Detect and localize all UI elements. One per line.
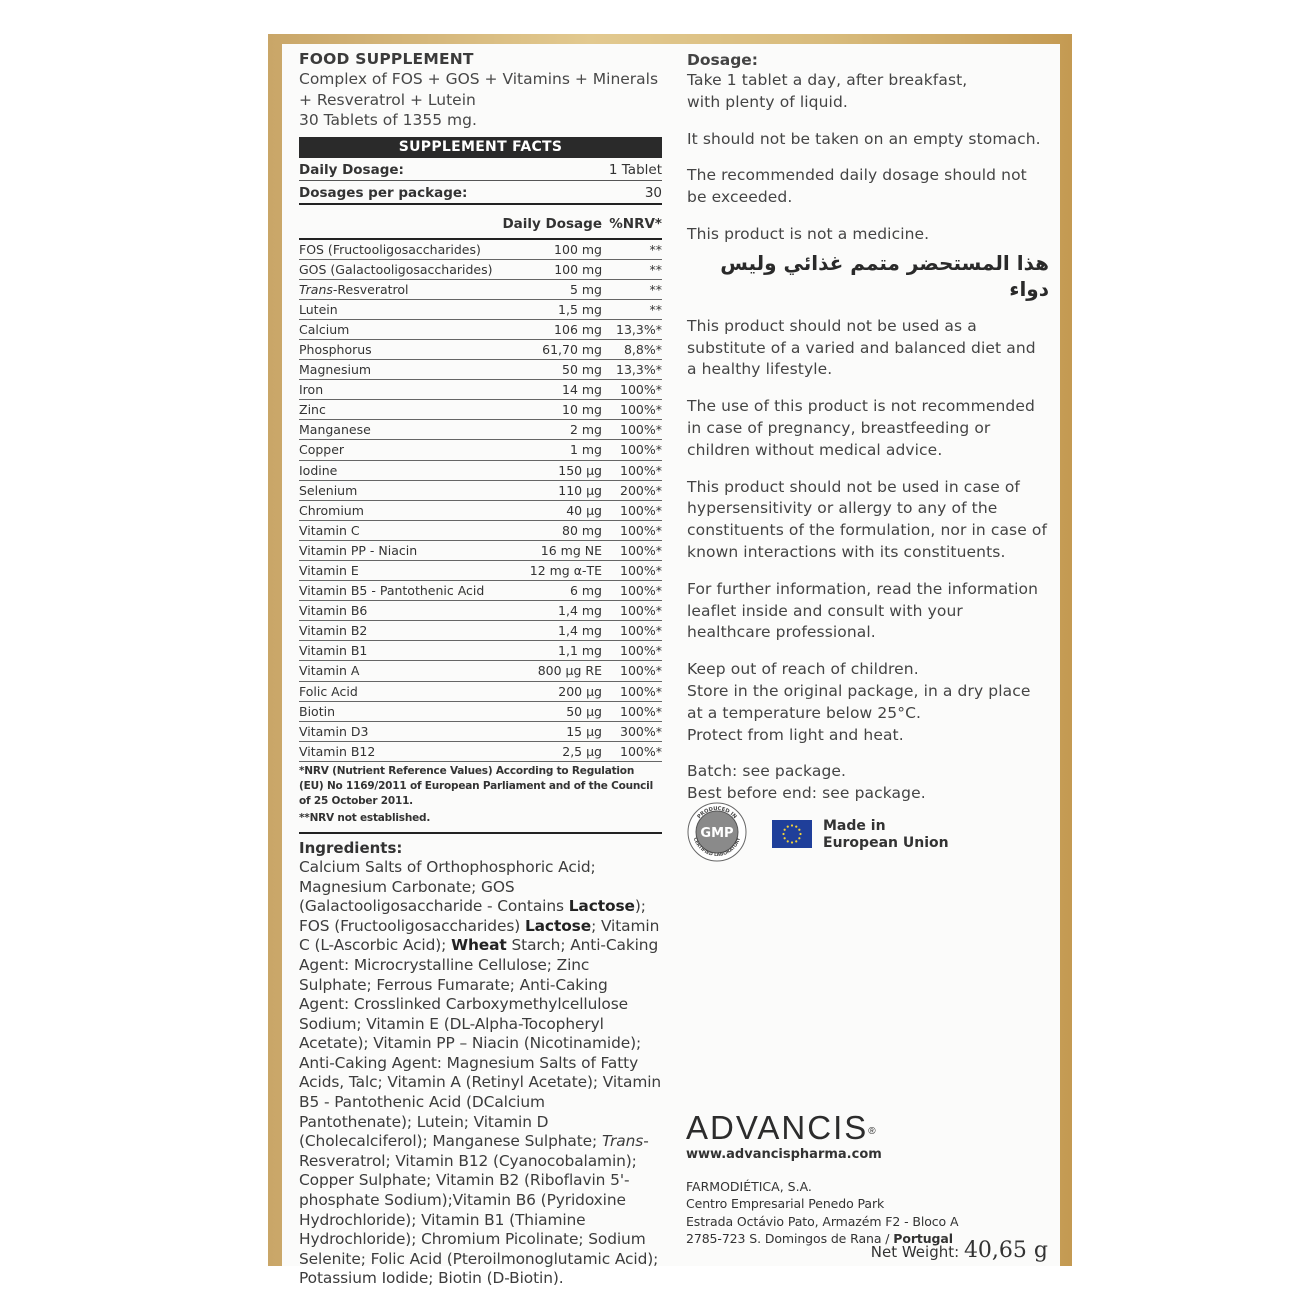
nutrient-name: Folic Acid: [299, 683, 358, 699]
product-description: Complex of FOS + GOS + Vitamins + Minerals: [299, 70, 659, 88]
ingredients-segment: ; Vitamin C (L-Ascorbic Acid);: [299, 916, 660, 955]
address-line-2: Estrada Octávio Pato, Armazém F2 - Bloco A: [686, 1213, 959, 1229]
nutrient-row: [299, 480, 662, 500]
nutrient-amount: 110 µg: [558, 482, 602, 498]
batch-info: [687, 761, 1049, 805]
nutrient-amount: 200 µg: [558, 683, 602, 699]
nutrient-amount: 1,5 mg: [558, 301, 602, 317]
nutrient-amount: 40 µg: [566, 502, 602, 518]
nutrient-amount: 150 µg: [558, 462, 602, 478]
nutrient-amount: 16 mg NE: [540, 542, 602, 558]
advancis-logo: [686, 1108, 1056, 1148]
do-not-exceed-warning: The recommended daily dosage should not be exceeded.: [687, 166, 1027, 207]
nutrient-nrv: 100%*: [620, 743, 662, 759]
dosage-line-1: Take 1 tablet a day, after breakfast,: [687, 71, 968, 89]
gmp-bottom-text: CERTIFIED LABORATORY: [691, 837, 743, 859]
nutrient-name: GOS (Galactooligosaccharides): [299, 261, 493, 277]
allergen-highlight: Wheat: [451, 936, 507, 955]
nutrient-row: [299, 701, 662, 721]
product-quantity: 30 Tablets of 1355 mg.: [299, 111, 477, 129]
nutrient-row: [299, 359, 662, 379]
eu-star-icon: [798, 837, 800, 839]
nutrient-name: Vitamin A: [299, 663, 360, 679]
nutrient-nrv: 13,3%*: [616, 362, 662, 378]
nutrient-nrv: **: [649, 281, 662, 297]
nutrient-name: Trans-Resveratrol: [299, 281, 409, 297]
nutrient-row: [299, 238, 662, 259]
nutrient-name: Selenium: [299, 482, 358, 498]
nutrient-nrv: 100%*: [620, 683, 662, 699]
nutrient-row: [299, 439, 662, 459]
nutrient-row: [299, 460, 662, 480]
nutrient-row: [299, 620, 662, 640]
nutrient-row: [299, 379, 662, 399]
nutrient-row: [299, 299, 662, 319]
nutrient-amount: 2 mg: [569, 422, 602, 438]
nutrient-amount: 1,4 mg: [558, 623, 602, 639]
nutrient-nrv: 100%*: [620, 382, 662, 398]
nutrient-name: Lutein: [299, 301, 338, 317]
nutrient-row: [299, 259, 662, 279]
nutrient-name: Vitamin E: [299, 563, 359, 578]
product-category: FOOD SUPPLEMENT: [299, 50, 474, 68]
nutrient-nrv: 100%*: [620, 703, 662, 719]
company-block: [686, 1108, 1056, 1248]
nrv-footnote: *NRV (Nutrient Reference Values) According to Regulation (EU) No 1169/2011 of European Parliament and of the Council of 25 October 2011.: [299, 764, 653, 807]
nutrient-row: [299, 520, 662, 540]
dosage-title: Dosage:: [687, 51, 759, 69]
nutrient-name: Zinc: [299, 402, 326, 418]
dosage-instructions: [687, 70, 1049, 114]
nutrient-name: Vitamin PP - Niacin: [299, 542, 418, 558]
nutrient-amount: 106 mg: [554, 321, 602, 337]
nutrient-nrv: 13,3%*: [616, 321, 662, 337]
nutrient-amount: 2,5 µg: [562, 743, 602, 759]
ingredients-segment: ); FOS (Fructooligosaccharides): [299, 897, 646, 935]
nutrient-row: [299, 339, 662, 359]
not-medicine-note: This product is not a medicine.: [687, 224, 930, 243]
allergen-highlight: Lactose: [568, 897, 635, 916]
nutrient-nrv: 100%*: [620, 643, 662, 659]
nutrient-amount: 61,70 mg: [542, 341, 602, 357]
certification-badges: [687, 802, 1049, 868]
substitute-warning: This product should not be used as a substitute of a varied and balanced diet and a healthy lifestyle.: [687, 316, 1036, 379]
gmp-top-text: PRODUCED IN: [696, 805, 738, 821]
supplement-facts-title: SUPPLEMENT FACTS: [299, 137, 662, 158]
nutrient-amount: 10 mg: [562, 402, 602, 418]
nutrient-table: [299, 238, 662, 762]
eu-star-icon: [784, 837, 786, 839]
eu-star-icon: [791, 824, 793, 826]
registered-mark: ®: [868, 1126, 876, 1137]
eu-flag-icon: [772, 820, 812, 848]
nutrient-nrv: 100%*: [620, 623, 662, 639]
nutrient-nrv: 100%*: [620, 402, 662, 418]
nutrient-row: [299, 399, 662, 419]
nutrient-amount: 15 µg: [566, 723, 602, 739]
nutrient-name: Phosphorus: [299, 341, 372, 357]
nutrient-nrv: 200%*: [620, 482, 662, 498]
eu-star-icon: [787, 840, 789, 842]
batch-line: Batch: see package.: [687, 762, 847, 781]
eu-star-icon: [791, 841, 793, 843]
nutrient-amount: 1,1 mg: [558, 643, 602, 659]
address-postal: 2785-723 S. Domingos de Rana /: [686, 1231, 894, 1246]
nutrient-nrv: **: [649, 261, 662, 277]
eu-star-icon: [784, 829, 786, 831]
logo-wordmark: ADVANCIS: [686, 1109, 869, 1146]
nutrient-name: Manganese: [299, 422, 371, 438]
empty-stomach-warning: It should not be taken on an empty stomach.: [687, 129, 1041, 148]
nutrient-row: [299, 600, 662, 620]
gmp-seal-icon: [687, 802, 747, 862]
nutrient-nrv: 100%*: [620, 563, 662, 578]
daily-dosage-label: Daily Dosage:: [299, 161, 404, 178]
nutrient-amount: 12 mg α-TE: [529, 563, 602, 578]
nutrient-nrv: **: [649, 241, 662, 257]
address-country: Portugal: [893, 1231, 953, 1246]
nutrient-amount: 100 mg: [554, 241, 602, 257]
nutrient-amount: 14 mg: [562, 382, 602, 398]
nutrient-name: Vitamin D3: [299, 723, 369, 739]
nutrient-nrv: 100%*: [620, 502, 662, 518]
nutrient-name: Vitamin B2: [299, 623, 368, 639]
keep-out-of-reach: Keep out of reach of children.: [687, 660, 919, 679]
per-package-row: [299, 180, 662, 203]
nutrient-column-headers: [299, 203, 662, 236]
right-column: [687, 50, 1049, 820]
column-nrv: %NRV*: [609, 215, 662, 232]
ingredients-segment: -Resveratrol; Vitamin B12 (Cyanocobalamin); Copper Sulphate; Vitamin B2 (Riboflavin 5'-phosphate Sodium);Vitamin B6 (Pyridoxine Hydrochloride); Vitamin B1 (Thiamine Hydrochloride); Chromium Picolinate; Sodium Selenite; Folic Acid (Pteroilmonoglutamic Acid); Potassium Iodide; Biotin (D-Biotin).: [299, 1132, 659, 1288]
nutrient-amount: 5 mg: [569, 281, 602, 297]
net-weight-label: Net Weight:: [870, 1243, 964, 1261]
ingredients-segment: Trans: [601, 1132, 644, 1151]
nutrient-row: [299, 319, 662, 339]
nutrient-nrv: 100%*: [620, 522, 662, 538]
nrv-not-established-note: **NRV not established.: [299, 811, 431, 824]
made-in-eu-label: [823, 818, 949, 852]
store-instructions: Store in the original package, in a dry place at a temperature below 25°C.: [687, 681, 1031, 722]
nutrient-name: Copper: [299, 442, 345, 458]
daily-dosage-row: [299, 158, 662, 180]
company-name: FARMODIÉTICA, S.A.: [686, 1179, 812, 1194]
nutrient-name: Iron: [299, 382, 324, 398]
product-description-2: + Resveratrol + Lutein: [299, 90, 476, 109]
nutrient-name: Calcium: [299, 321, 350, 337]
nutrient-row: [299, 500, 662, 520]
nutrient-row: [299, 419, 662, 439]
ingredients-text: [299, 858, 662, 1289]
nutrient-amount: 1 mg: [569, 442, 602, 458]
nutrient-row: [299, 681, 662, 701]
nutrient-name: FOS (Fructooligosaccharides): [299, 241, 481, 257]
nutrient-amount: 1,4 mg: [558, 603, 602, 619]
nutrient-name: Vitamin C: [299, 522, 360, 538]
nutrient-amount: 50 µg: [566, 703, 602, 719]
nutrient-row: [299, 741, 662, 761]
nutrient-nrv: 100%*: [620, 462, 662, 478]
nutrient-nrv: 300%*: [620, 723, 662, 739]
storage-instructions: [687, 659, 1049, 746]
nutrient-amount: 800 µg RE: [537, 663, 602, 679]
nutrient-nrv: 100%*: [620, 663, 662, 679]
nutrient-row: [299, 660, 662, 680]
eu-star-icon: [787, 826, 789, 828]
gmp-center-text: GMP: [700, 826, 734, 841]
nutrient-name: Chromium: [299, 502, 364, 518]
daily-dosage-value: 1 Tablet: [608, 161, 662, 178]
nutrient-name: Biotin: [299, 703, 335, 719]
per-package-value: 30: [644, 184, 662, 201]
left-column: [299, 50, 662, 1289]
nutrient-nrv: 100%*: [620, 603, 662, 619]
nutrient-amount: 100 mg: [554, 261, 603, 277]
nutrient-amount: 80 mg: [562, 522, 602, 538]
nutrient-name: Vitamin B6: [299, 603, 368, 619]
website-link[interactable]: www.advancispharma.com: [686, 1147, 882, 1162]
eu-star-icon: [795, 840, 797, 842]
dosage-line-2: with plenty of liquid.: [687, 92, 848, 111]
nutrient-nrv: 100%*: [620, 422, 662, 438]
ingredients-segment: Starch; Anti-Caking Agent: Microcrystalline Cellulose; Zinc Sulphate; Ferrous Fumarate; Anti-Caking Agent: Crosslinked Carboxymethylcellulose Sodium; Vitamin E (DL-Alpha-Tocopheryl Acetate); Vitamin PP – Niacin (Nicotinamide); Anti-Caking Agent: Magnesium Salts of Fatty Acids, Talc; Vitamin A (Retinyl Acetate); Vitamin B5 - Pantothenic Acid (DCalcium Pantothenate); Lutein; Vitamin D (Cholecalciferol); Manganese Sulphate;: [299, 936, 662, 1151]
nutrient-name: Vitamin B1: [299, 643, 368, 659]
eu-star-icon: [799, 833, 801, 835]
best-before-line: Best before end: see package.: [687, 784, 926, 803]
nutrient-row: [299, 721, 662, 741]
nutrient-nrv: 100%*: [620, 542, 662, 558]
ingredients-segment: Calcium Salts of Orthophosphoric Acid; Magnesium Carbonate; GOS (Galactooligosaccharide - Contains: [299, 857, 596, 916]
nutrient-name: Iodine: [299, 462, 338, 478]
arabic-not-medicine-note: هذا المستحضر متمم غذائي وليس دواء: [720, 250, 1049, 301]
nutrient-row: [299, 540, 662, 560]
eu-line-1: Made in: [823, 818, 886, 834]
nutrient-amount: 50 mg: [562, 362, 602, 378]
eu-line-2: European Union: [823, 835, 949, 851]
allergy-warning: This product should not be used in case of hypersensitivity or allergy to any of the constituents of the formulation, nor in case of known interactions with its constituents.: [687, 477, 1048, 561]
pregnancy-warning: The use of this product is not recommended in case of pregnancy, breastfeeding or children without medical advice.: [687, 397, 1035, 459]
nutrient-row: [299, 560, 662, 580]
address-line-1: Centro Empresarial Penedo Park: [686, 1196, 885, 1211]
nutrient-nrv: 100%*: [620, 442, 662, 458]
nutrient-row: [299, 279, 662, 299]
eu-star-icon: [795, 826, 797, 828]
nutrient-name: Vitamin B12: [299, 743, 376, 759]
nutrient-nrv: 100%*: [620, 583, 662, 599]
eu-star-icon: [798, 829, 800, 831]
nutrient-name: Magnesium: [299, 362, 372, 378]
nutrient-nrv: **: [649, 301, 662, 317]
net-weight: [866, 1236, 1048, 1267]
protect-instructions: Protect from light and heat.: [687, 725, 904, 744]
column-daily-dosage: Daily Dosage: [502, 215, 602, 232]
nutrient-nrv: 8,8%*: [623, 341, 662, 357]
allergen-highlight: Lactose: [524, 916, 592, 935]
leaflet-note: For further information, read the information leaflet inside and consult with your healthcare professional.: [687, 579, 1039, 642]
ingredients-title: Ingredients:: [299, 832, 662, 858]
per-package-label: Dosages per package:: [299, 184, 468, 201]
nutrient-name: Vitamin B5 - Pantothenic Acid: [299, 583, 485, 599]
nutrient-row: [299, 640, 662, 660]
eu-star-icon: [782, 833, 784, 835]
nutrient-amount: 6 mg: [569, 583, 602, 599]
net-weight-value: 40,65 g: [963, 1238, 1048, 1263]
nutrient-row: [299, 580, 662, 600]
